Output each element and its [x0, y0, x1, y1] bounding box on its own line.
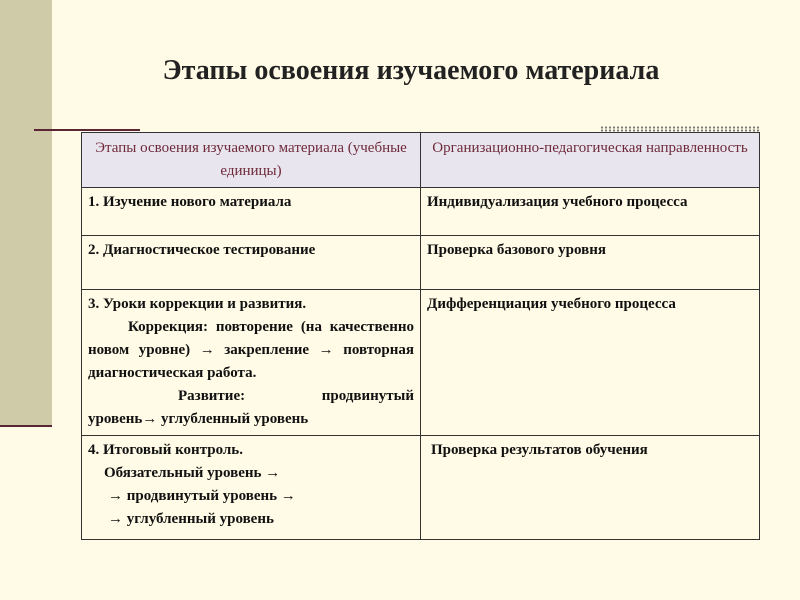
sidebar-divider [0, 425, 52, 427]
table-row [82, 236, 760, 290]
slide-title: Этапы освоения изучаемого материала [162, 55, 660, 86]
stage-cell: 4. Итоговый контроль. Обязательный уровень → → продвинутый уровень → → углубленный уровень [82, 436, 421, 540]
direction-cell: Индивидуализация учебного процесса [421, 188, 760, 236]
stages-table [81, 132, 760, 540]
table-header-row [82, 133, 760, 188]
table-row [82, 436, 760, 540]
direction-cell: Проверка базового уровня [421, 236, 760, 290]
title-underline [34, 129, 140, 131]
stage-cell: 1. Изучение нового материала [82, 188, 421, 236]
table-row [82, 290, 760, 436]
stage-cell: 3. Уроки коррекции и развития. Коррекция: повторение (на качественно новом уровне) → закрепление → повторная диагностическая работа. Развитие: продвинутый уровень→ углубленный уровень [82, 290, 421, 436]
header-stages: Этапы освоения изучаемого материала (учебные единицы) [82, 133, 421, 188]
header-direction: Организационно-педагогическая направленность [421, 133, 760, 188]
stage-cell: 2. Диагностическое тестирование [82, 236, 421, 290]
direction-cell: Дифференциация учебного процесса [421, 290, 760, 436]
table-row [82, 188, 760, 236]
direction-cell: Проверка результатов обучения [421, 436, 760, 540]
